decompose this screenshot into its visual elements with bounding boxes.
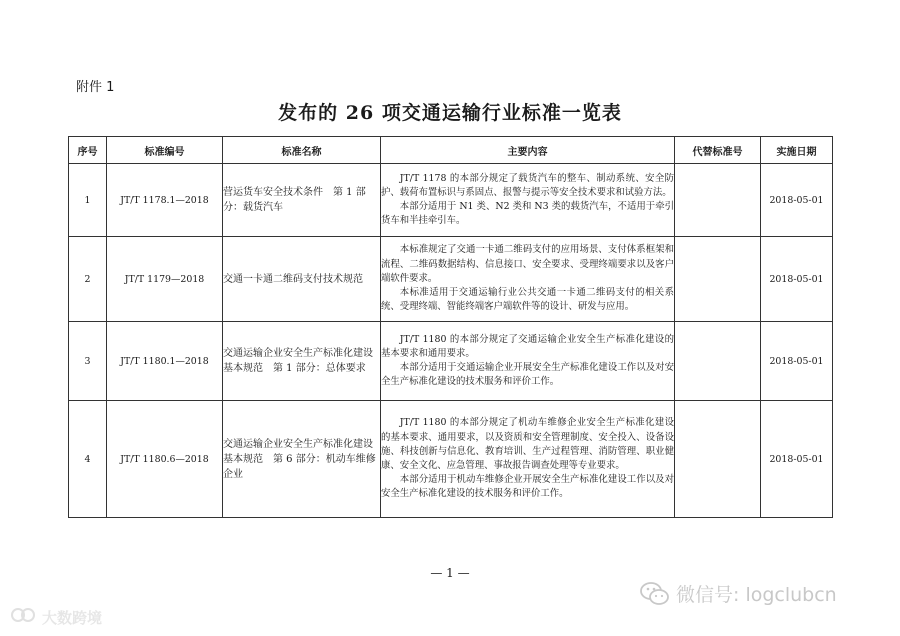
standard-name: 交通运输企业安全生产标准化建设基本规范 第 1 部分：总体要求: [223, 322, 381, 401]
standard-code: JT/T 1180.6—2018: [107, 401, 223, 518]
table-row: [69, 322, 833, 401]
content-paragraph: JT/T 1180 的本部分规定了交通运输企业安全生产标准化建设的基本要求和通用要求。: [381, 333, 674, 359]
effective-date: 2018-05-01: [761, 237, 833, 322]
table-row: [69, 164, 833, 237]
page-title: 发布的 26 项交通运输行业标准一览表: [278, 102, 622, 124]
standards-table: [68, 136, 833, 518]
row-index: 4: [69, 401, 107, 518]
replaced-standard: [675, 237, 761, 322]
table-row: [69, 237, 833, 322]
brand-logo-icon: [10, 605, 38, 629]
row-index: 1: [69, 164, 107, 237]
replaced-standard: [675, 164, 761, 237]
content-paragraph: 本部分适用于 N1 类、N2 类和 N3 类的载货汽车，不适用于牵引货车和半挂牵引车。: [381, 201, 674, 227]
standard-content: [381, 164, 675, 237]
table-row: [69, 401, 833, 518]
attachment-label: 附件 1: [76, 80, 115, 95]
standard-content: [381, 401, 675, 518]
standard-content: [381, 322, 675, 401]
effective-date: 2018-05-01: [761, 164, 833, 237]
content-paragraph: JT/T 1180 的本部分规定了机动车维修企业安全生产标准化建设的基本要求、通用要求，以及资质和安全管理制度、安全投入、设备设施、科技创新与信息化、教育培训、生产过程管理、消防管理、职业健康、安全文化、应急管理、事故报告调查处理等专业要求。: [381, 417, 674, 471]
content-paragraph: JT/T 1178 的本部分规定了载货汽车的整车、制动系统、安全防护、载荷布置标识与系固点、报警与提示等安全技术要求和试验方法。: [381, 172, 674, 198]
content-paragraph: 本部分适用于交通运输企业开展安全生产标准化建设工作以及对安全生产标准化建设的技术服务和评价工作。: [381, 362, 674, 388]
replaced-standard: [675, 401, 761, 518]
wechat-id-text: 微信号: logclubcn: [676, 584, 837, 606]
page-number: — 1 —: [430, 566, 470, 580]
header-index: 序号: [69, 137, 107, 164]
effective-date: 2018-05-01: [761, 401, 833, 518]
effective-date: 2018-05-01: [761, 322, 833, 401]
standard-code: JT/T 1178.1—2018: [107, 164, 223, 237]
brand-text: 大数跨境: [42, 608, 103, 627]
header-code: 标准编号: [107, 137, 223, 164]
standard-name: 营运货车安全技术条件 第 1 部分：载货汽车: [223, 164, 381, 237]
content-paragraph: 本部分适用于机动车维修企业开展安全生产标准化建设工作以及对安全生产标准化建设的技术服务和评价工作。: [381, 474, 674, 500]
content-paragraph: 本标准适用于交通运输行业公共交通一卡通二维码支付的相关系统、受理终端、智能终端客户端软件等的设计、研发与应用。: [381, 287, 674, 313]
brand-watermark: [10, 605, 102, 629]
standard-name: 交通运输企业安全生产标准化建设基本规范 第 6 部分：机动车维修企业: [223, 401, 381, 518]
standard-code: JT/T 1180.1—2018: [107, 322, 223, 401]
standard-content: [381, 237, 675, 322]
row-index: 3: [69, 322, 107, 401]
header-date: 实施日期: [761, 137, 833, 164]
standard-code: JT/T 1179—2018: [107, 237, 223, 322]
standard-name: 交通一卡通二维码支付技术规范: [223, 237, 381, 322]
content-paragraph: 本标准规定了交通一卡通二维码支付的应用场景、支付体系框架和流程、二维码数据结构、信息接口、安全要求、受理终端要求以及客户端软件要求。: [381, 244, 674, 284]
row-index: 2: [69, 237, 107, 322]
header-content: 主要内容: [381, 137, 675, 164]
header-name: 标准名称: [223, 137, 381, 164]
wechat-icon: [640, 581, 670, 607]
wechat-watermark: [640, 580, 837, 607]
table-header-row: [69, 137, 833, 164]
header-replace: 代替标准号: [675, 137, 761, 164]
replaced-standard: [675, 322, 761, 401]
